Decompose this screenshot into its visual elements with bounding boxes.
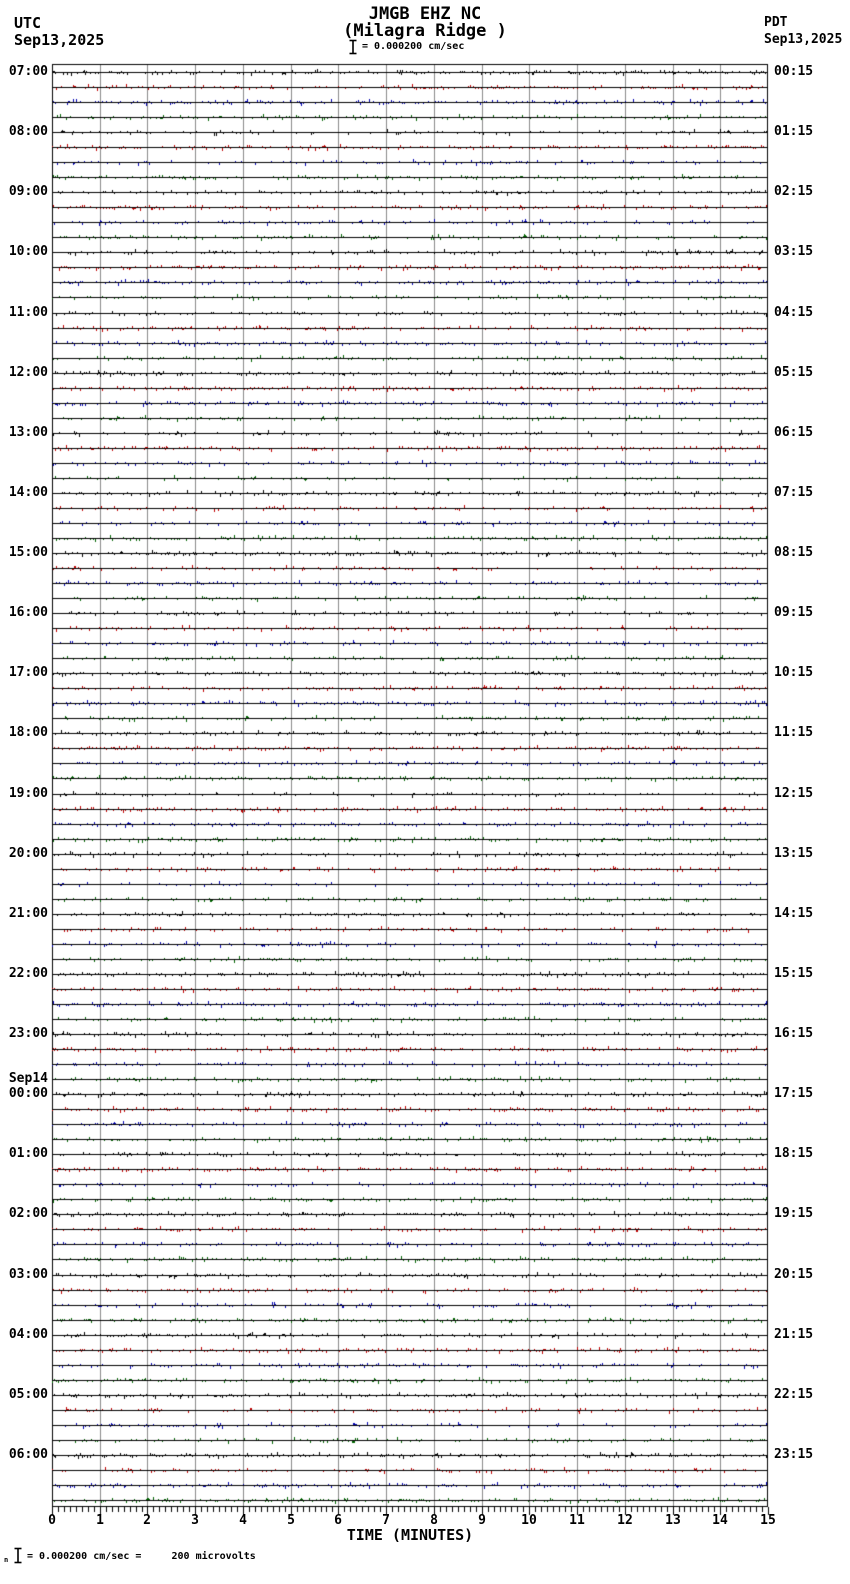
pdt-hour-label: 04:15: [774, 305, 814, 320]
x-tick-label: 1: [96, 1513, 104, 1528]
utc-hour-label: 00:00: [8, 1086, 48, 1101]
pdt-hour-label: 01:15: [774, 124, 814, 139]
utc-hour-label: 19:00: [8, 786, 48, 801]
pdt-hour-label: 07:15: [774, 485, 814, 500]
pdt-hour-label: 20:15: [774, 1267, 814, 1282]
pdt-hour-label: 00:15: [774, 64, 814, 79]
utc-hour-label: 06:00: [8, 1447, 48, 1462]
pdt-hour-label: 10:15: [774, 665, 814, 680]
x-tick-label: 13: [665, 1513, 681, 1528]
utc-hour-label: 02:00: [8, 1206, 48, 1221]
x-tick-label: 2: [143, 1513, 151, 1528]
x-tick-label: 3: [191, 1513, 199, 1528]
x-tick-label: 0: [48, 1513, 56, 1528]
utc-hour-label: 20:00: [8, 846, 48, 861]
pdt-hour-label: 05:15: [774, 365, 814, 380]
pdt-hour-label: 13:15: [774, 846, 814, 861]
x-tick-label: 8: [430, 1513, 438, 1528]
utc-hour-label: 03:00: [8, 1267, 48, 1282]
utc-hour-label: 14:00: [8, 485, 48, 500]
utc-hour-label: 09:00: [8, 184, 48, 199]
x-tick-label: 14: [712, 1513, 728, 1528]
pdt-hour-label: 21:15: [774, 1327, 814, 1342]
pdt-hour-label: 03:15: [774, 244, 814, 259]
x-tick-label: 5: [287, 1513, 295, 1528]
utc-hour-label: 04:00: [8, 1327, 48, 1342]
x-tick-label: 15: [760, 1513, 776, 1528]
utc-hour-label: 16:00: [8, 605, 48, 620]
date-break-label: Sep14: [8, 1071, 48, 1086]
pdt-hour-label: 08:15: [774, 545, 814, 560]
utc-hour-label: 12:00: [8, 365, 48, 380]
pdt-hour-label: 22:15: [774, 1387, 814, 1402]
pdt-hour-label: 15:15: [774, 966, 814, 981]
pdt-hour-label: 09:15: [774, 605, 814, 620]
utc-hour-label: 23:00: [8, 1026, 48, 1041]
utc-hour-label: 13:00: [8, 425, 48, 440]
utc-hour-label: 18:00: [8, 725, 48, 740]
pdt-hour-label: 11:15: [774, 725, 814, 740]
footer-scale-icon: [13, 1547, 23, 1564]
x-tick-label: 7: [382, 1513, 390, 1528]
pdt-hour-label: 23:15: [774, 1447, 814, 1462]
utc-hour-label: 07:00: [8, 64, 48, 79]
pdt-hour-label: 14:15: [774, 906, 814, 921]
pdt-hour-label: 06:15: [774, 425, 814, 440]
utc-hour-label: 11:00: [8, 305, 48, 320]
footer-scale-note: = 0.000200 cm/sec = 200 microvolts: [27, 1551, 256, 1562]
utc-hour-label: 10:00: [8, 244, 48, 259]
footer-prefix-glyph: n: [4, 1556, 9, 1564]
pdt-hour-label: 02:15: [774, 184, 814, 199]
pdt-hour-label: 17:15: [774, 1086, 814, 1101]
x-axis-label: TIME (MINUTES): [346, 1526, 474, 1544]
x-tick-label: 4: [239, 1513, 247, 1528]
utc-hour-label: 21:00: [8, 906, 48, 921]
x-tick-label: 11: [569, 1513, 585, 1528]
utc-hour-label: 17:00: [8, 665, 48, 680]
pdt-hour-label: 19:15: [774, 1206, 814, 1221]
pdt-hour-label: 12:15: [774, 786, 814, 801]
utc-hour-label: 01:00: [8, 1146, 48, 1161]
utc-hour-label: 22:00: [8, 966, 48, 981]
x-tick-label: 12: [617, 1513, 633, 1528]
x-tick-label: 10: [521, 1513, 537, 1528]
utc-hour-label: 05:00: [8, 1387, 48, 1402]
x-tick-label: 9: [478, 1513, 486, 1528]
utc-hour-label: 15:00: [8, 545, 48, 560]
pdt-hour-label: 18:15: [774, 1146, 814, 1161]
pdt-hour-label: 16:15: [774, 1026, 814, 1041]
utc-hour-label: 08:00: [8, 124, 48, 139]
x-tick-label: 6: [334, 1513, 342, 1528]
